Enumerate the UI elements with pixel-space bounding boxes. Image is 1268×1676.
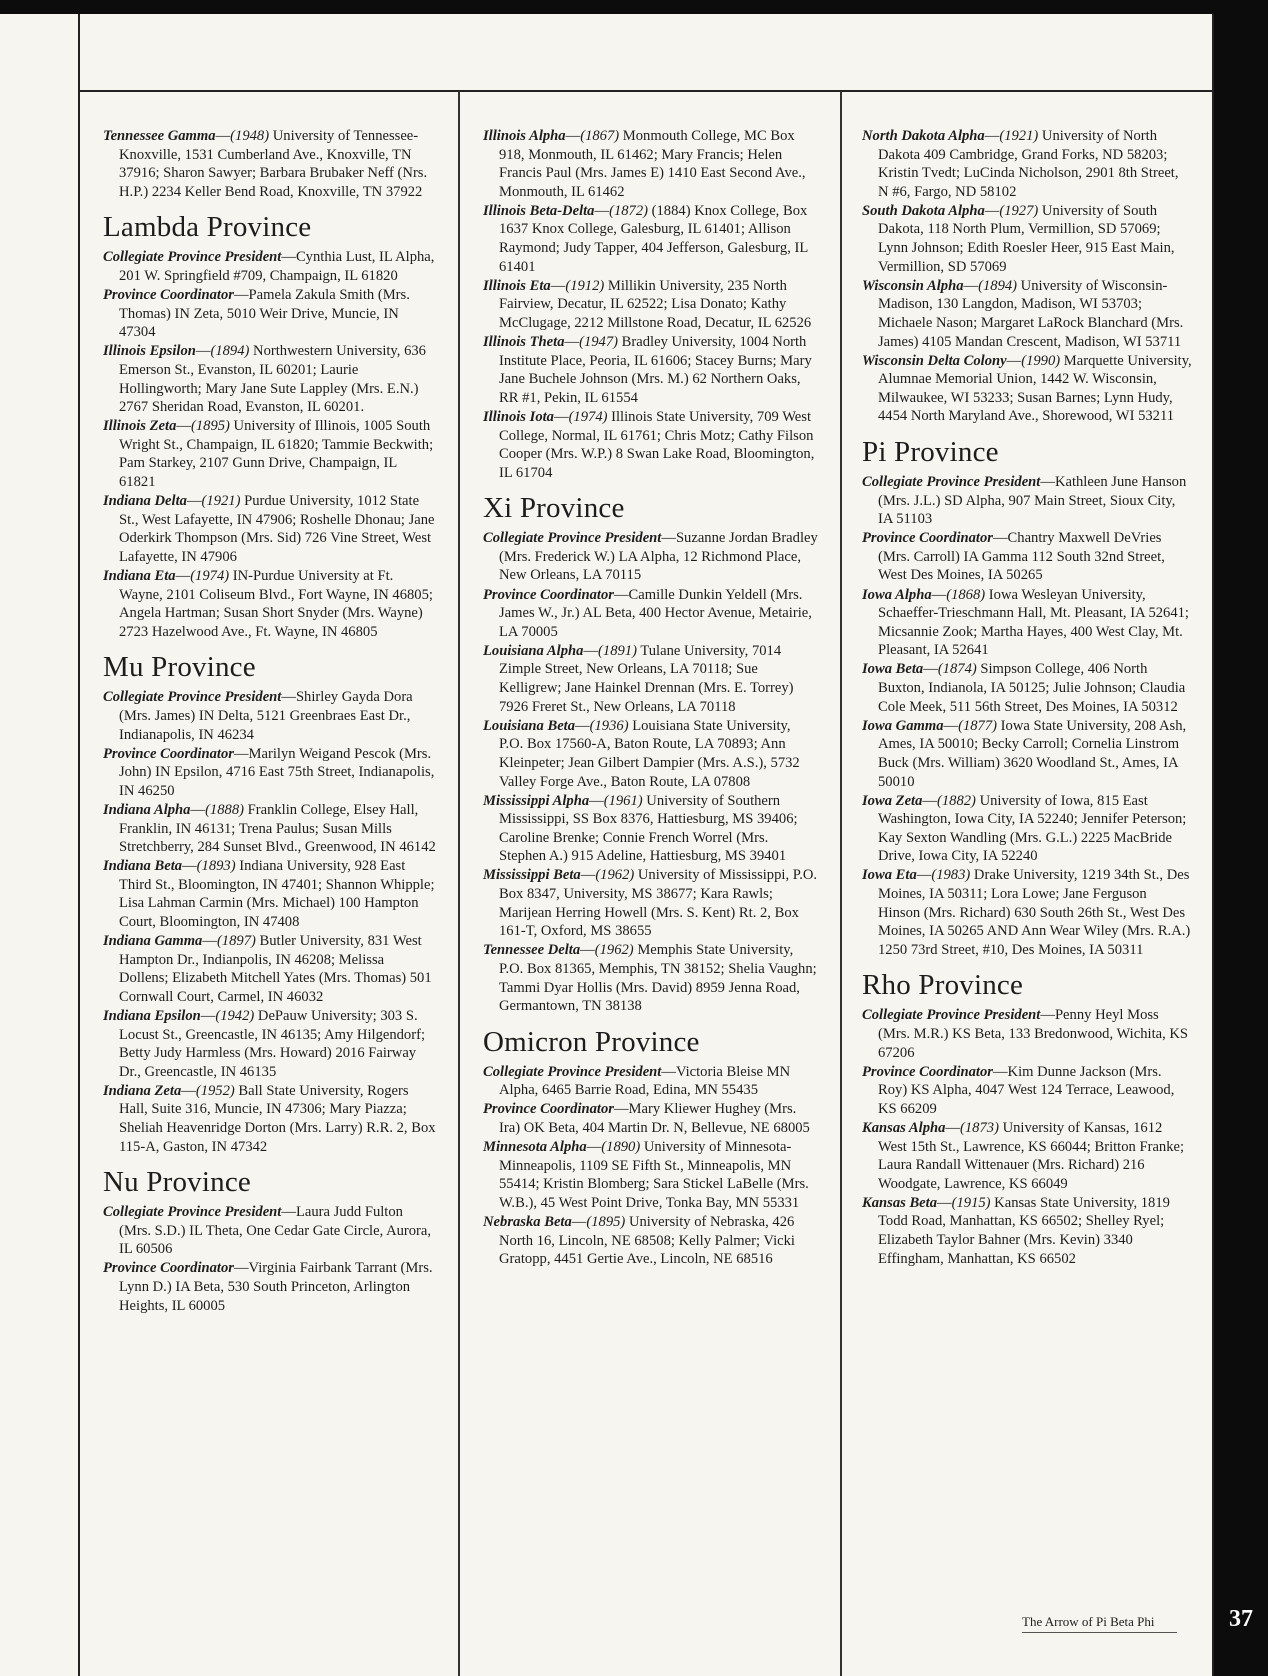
founding-year: (1921): [201, 493, 241, 510]
directory-entry: [862, 473, 1192, 529]
directory-entry: [862, 1063, 1192, 1119]
founding-year: (1894): [210, 343, 250, 360]
entry-details: Purdue University, 1012 State St., West Lafayette, IN 47906; Roshelle Dhonau; Jane Oderkirk Thompson (Mrs. Sid) 726 Vine Street, West Lafayette, IN 47906: [119, 493, 435, 565]
entry-dash: —: [943, 717, 959, 734]
entry-details: Iowa Wesleyan University, Schaeffer-Trieschmann Hall, Mt. Pleasant, IA 52641; Micsannie Zook; Martha Hayes, 400 West Clay, Mt. Pleasant, IA 52641: [878, 586, 1189, 659]
entry-dash: —: [586, 1139, 602, 1156]
entry-details: University of Nebraska, 426 North 16, Lincoln, NE 68508; Kelly Palmer; Vicki Gratopp, 4451 Gertie Ave., Lincoln, NE 68516: [499, 1213, 795, 1268]
chapter-name: Collegiate Province President: [862, 474, 1041, 490]
entry-dash: —: [589, 792, 604, 809]
chapter-name: Indiana Zeta: [103, 1082, 182, 1099]
chapter-name: Province Coordinator: [483, 1101, 614, 1118]
chapter-name: Indiana Epsilon: [103, 1007, 201, 1024]
founding-year: (1983): [931, 867, 971, 884]
chapter-name: Collegiate Province President: [103, 1204, 282, 1221]
founding-year: (1961): [603, 792, 643, 809]
founding-year: (1948): [230, 128, 270, 144]
entry-details: Camille Dunkin Yeldell (Mrs. James W., Jr.) AL Beta, 400 Hector Avenue, Metairie, LA 70005: [499, 586, 812, 640]
header-rule: [78, 90, 1214, 92]
directory-entry: [862, 277, 1192, 351]
chapter-name: Collegiate Province President: [103, 249, 282, 266]
chapter-name: Illinois Iota: [483, 408, 554, 425]
entry-details: University of Minnesota-Minneapolis, 1109 SE Fifth St., Minneapolis, MN 55414; Kristin Blomberg; Sara Stickel LaBelle (Mrs. W.B.), 45 West Point Drive, Tonka Bay, MN 55331: [499, 1139, 809, 1211]
directory-entry: [103, 801, 436, 857]
entry-dash: —: [564, 334, 580, 351]
entry-details: University of South Dakota, 118 North Plum, Vermillion, SD 57069; Lynn Johnson; Edith Roesler Heer, 915 East Main, Vermillion, SD 57069: [878, 202, 1175, 275]
chapter-name: Minnesota Alpha: [483, 1139, 587, 1156]
entry-dash: —: [281, 689, 296, 706]
page-number: 37: [1229, 1606, 1253, 1632]
column-divider-1: [458, 91, 460, 1676]
entry-dash: —: [916, 867, 932, 884]
founding-year: (1873): [960, 1120, 999, 1136]
entry-dash: —: [992, 1063, 1008, 1080]
entry-dash: —: [1006, 352, 1022, 369]
entry-details: University of Tennessee-Knoxville, 1531 Cumberland Ave., Knoxville, TN 37916; Sharon Sawyer; Barbara Brubaker Neff (Nrs. H.P.) 2234 Keller Bend Road, Knoxville, TN 37922: [119, 128, 428, 200]
entry-dash: —: [580, 942, 595, 959]
founding-year: (1915): [951, 1194, 991, 1211]
directory-entry: [862, 1119, 1192, 1193]
entry-dash: —: [215, 128, 231, 144]
column-1: [103, 127, 436, 1316]
entry-details: Pamela Zakula Smith (Mrs. Thomas) IN Zeta, 5010 Weir Drive, Muncie, IN 47304: [119, 287, 410, 341]
entry-details: Louisiana State University, P.O. Box 17560-A, Baton Route, LA 70893; Ann Kleinpeter; Jean Gilbert Dampier (Mrs. A.S.), 5732 Valley Forge Ave., Baton Route, LA 07808: [499, 717, 800, 790]
founding-year: (1868): [946, 586, 986, 603]
chapter-name: Province Coordinator: [103, 1260, 234, 1277]
chapter-name: Mississippi Alpha: [483, 792, 590, 809]
chapter-name: Nebraska Beta: [483, 1213, 572, 1230]
founding-year: (1927): [999, 202, 1039, 219]
entry-details: (1884) Knox College, Box 1637 Knox College, Galesburg, IL 61401; Allison Raymond; Judy Tapper, 404 Jefferson, Galesburg, IL 61401: [499, 202, 808, 275]
right-frame-rule: [1212, 14, 1214, 1676]
entry-dash: —: [945, 1120, 961, 1136]
directory-entry: [483, 717, 818, 791]
chapter-name: Wisconsin Alpha: [862, 277, 964, 294]
entry-details: Penny Heyl Moss (Mrs. M.R.) KS Beta, 133 Bredonwood, Wichita, KS 67206: [878, 1007, 1189, 1061]
founding-year: (1895): [190, 418, 230, 435]
chapter-name: Wisconsin Delta Colony: [862, 352, 1007, 369]
entry-details: Ball State University, Rogers Hall, Suite 316, Muncie, IN 47306; Mary Piazza; Sheliah Heavenridge Dorton (Mrs. Larry) R.R. 2, Box 115-A, Gaston, IN 47342: [119, 1082, 436, 1155]
founding-year: (1912): [565, 277, 605, 294]
chapter-name: Kansas Beta: [862, 1194, 938, 1211]
founding-year: (1962): [594, 942, 634, 959]
entry-details: Franklin College, Elsey Hall, Franklin, IN 46131; Trena Paulus; Susan Mills Stretchberry, 284 Sunset Blvd., Greenwood, IN 46142: [119, 801, 436, 856]
chapter-name: Indiana Gamma: [103, 933, 203, 950]
chapter-name: Tennessee Delta: [483, 942, 581, 959]
province-heading: Omicron Province: [483, 1025, 700, 1058]
directory-entry: [483, 586, 818, 642]
directory-entry: [483, 642, 818, 716]
directory-entry: [103, 248, 436, 285]
footer-rule: [1022, 1632, 1177, 1633]
entry-dash: —: [575, 717, 590, 734]
entry-dash: —: [923, 661, 938, 678]
directory-entry: [862, 127, 1192, 201]
entry-details: Kathleen June Hanson (Mrs. J.L.) SD Alpha, 907 Main Street, Sioux City, IA 51103: [878, 474, 1187, 528]
chapter-name: Indiana Eta: [103, 567, 176, 584]
directory-entry: [103, 1259, 436, 1315]
entry-details: Memphis State University, P.O. Box 81365, Memphis, TN 38152; Shelia Vaughn; Tammi Dyar Hollis (Mrs. David) 8959 Jenna Road, Germantown, TN 38138: [499, 942, 817, 1015]
chapter-name: Louisiana Alpha: [483, 642, 584, 659]
chapter-name: Illinois Epsilon: [103, 343, 196, 360]
province-heading: Rho Province: [862, 969, 1024, 1002]
directory-entry: [862, 1006, 1192, 1062]
founding-year: (1990): [1021, 352, 1061, 369]
column-divider-2: [840, 91, 842, 1676]
entry-details: Indiana University, 928 East Third St., Bloomington, IN 47401; Shannon Whipple; Lisa Lahman Carmin (Mrs. Michael) 100 Hampton Court, Bloomington, IN 47408: [119, 858, 435, 930]
province-heading: Nu Province: [103, 1166, 251, 1199]
right-edge-band: [1214, 0, 1268, 1676]
entry-dash: —: [571, 1213, 587, 1230]
founding-year: (1897): [216, 933, 256, 950]
directory-entry: [862, 529, 1192, 585]
chapter-name: Collegiate Province President: [483, 1063, 662, 1080]
chapter-name: Illinois Eta: [483, 277, 551, 294]
directory-entry: [862, 1194, 1192, 1268]
chapter-name: Mississippi Beta: [483, 867, 581, 884]
entry-details: Laura Judd Fulton (Mrs. S.D.) IL Theta, One Cedar Gate Circle, Aurora, IL 60506: [119, 1204, 432, 1258]
directory-entry: [483, 1138, 818, 1212]
entry-details: Kim Dunne Jackson (Mrs. Roy) KS Alpha, 4047 West 124 Terrace, Leawood, KS 66209: [878, 1063, 1175, 1117]
directory-entry: [862, 586, 1192, 660]
chapter-name: Illinois Zeta: [103, 418, 177, 435]
entry-dash: —: [963, 277, 979, 294]
entry-dash: —: [661, 1063, 676, 1080]
directory-entry: [103, 857, 436, 931]
directory-entry: [862, 660, 1192, 716]
entry-dash: —: [937, 1194, 952, 1211]
directory-entry: [483, 941, 818, 1015]
founding-year: (1890): [601, 1139, 641, 1156]
chapter-name: Province Coordinator: [862, 530, 993, 547]
directory-entry: [483, 202, 818, 276]
entry-details: Mary Kliewer Hughey (Mrs. Ira) OK Beta, 404 Martin Dr. N, Bellevue, NE 68005: [499, 1101, 810, 1136]
directory-entry: [103, 1203, 436, 1259]
entry-details: University of Illinois, 1005 South Wright St., Champaign, IL 61820; Tammie Beckwith; Pam Starkey, 2107 Gunn Drive, Champaign, IL 61821: [119, 418, 434, 490]
entry-dash: —: [200, 1007, 216, 1024]
directory-entry: [103, 745, 436, 801]
founding-year: (1895): [586, 1213, 626, 1230]
chapter-name: Province Coordinator: [103, 745, 234, 762]
directory-entry: [862, 866, 1192, 959]
chapter-name: Illinois Theta: [483, 334, 565, 351]
entry-details: Shirley Gayda Dora (Mrs. James) IN Delta, 5121 Greenbraes East Dr., Indianapolis, IN 46234: [119, 689, 413, 743]
entry-details: Tulane University, 7014 Zimple Street, New Orleans, LA 70118; Sue Kelligrew; Jane Hainkel Drennan (Mrs. E. Torrey) 7926 Freret St., New Orleans, LA 70118: [499, 642, 794, 715]
entry-details: Marilyn Weigand Pescok (Mrs. John) IN Epsilon, 4716 East 75th Street, Indianapolis, IN 46250: [119, 745, 435, 799]
entry-dash: —: [281, 1204, 296, 1221]
founding-year: (1962): [595, 867, 635, 884]
chapter-name: Province Coordinator: [862, 1063, 993, 1080]
directory-entry: [483, 1213, 818, 1269]
entry-details: Monmouth College, MC Box 918, Monmouth, IL 61462; Mary Francis; Helen Francis Paul (Mrs. James E) 1410 East Second Ave., Monmouth, IL 61462: [499, 128, 806, 200]
chapter-name: Province Coordinator: [103, 287, 234, 304]
entry-dash: —: [186, 493, 202, 510]
entry-details: Simpson College, 406 North Buxton, Indianola, IA 50125; Julie Johnson; Claudia Cole Meek, 511 56th Street, Des Moines, IA 50312: [878, 661, 1186, 715]
directory-entry: [103, 342, 436, 416]
directory-entry: [103, 417, 436, 491]
directory-entry: [103, 688, 436, 744]
entry-dash: —: [202, 933, 217, 950]
province-heading: Xi Province: [483, 492, 625, 525]
footer-publication-title: The Arrow of Pi Beta Phi: [1022, 1614, 1155, 1629]
entry-dash: —: [182, 858, 197, 875]
left-frame-rule: [78, 14, 80, 1676]
entry-dash: —: [661, 530, 676, 547]
chapter-name: North Dakota Alpha: [862, 128, 985, 144]
directory-entry: [862, 792, 1192, 866]
directory-entry: [862, 202, 1192, 276]
founding-year: (1936): [589, 717, 629, 734]
founding-year: (1974): [568, 408, 608, 425]
directory-entry: [103, 286, 436, 342]
directory-entry: [103, 492, 436, 566]
directory-entry: [103, 932, 436, 1006]
entry-details: Kansas State University, 1819 Todd Road, Manhattan, KS 66502; Shelley Ryel; Elizabeth Taylor Bahner (Mrs. Kevin) 3340 Effingham, Manhattan, KS 66502: [878, 1194, 1170, 1267]
entry-dash: —: [195, 343, 211, 360]
entry-dash: —: [553, 408, 569, 425]
directory-entry: [103, 1082, 436, 1156]
entry-details: Northwestern University, 636 Emerson St., Evanston, IL 60201; Laurie Hollingworth; Mary Jane Sute Lappley (Mrs. E.N.) 2767 Sheridan Road, Evanston, IL 60201.: [119, 343, 426, 416]
entry-details: University of Mississippi, P.O. Box 8347, University, MS 38677; Kara Rawls; Marijean Herring Howell (Mrs. S. Kent) Rt. 2, Box 161-T, Oxford, MS 38655: [499, 867, 818, 940]
entry-dash: —: [233, 1260, 249, 1277]
entry-dash: —: [594, 202, 610, 219]
directory-entry: [483, 866, 818, 940]
founding-year: (1894): [978, 277, 1018, 294]
entry-dash: —: [190, 801, 206, 818]
column-2: [483, 127, 818, 1269]
entry-dash: —: [181, 1082, 196, 1099]
entry-dash: —: [550, 277, 566, 294]
entry-dash: —: [176, 418, 191, 435]
entry-dash: —: [984, 202, 1000, 219]
entry-dash: —: [233, 287, 249, 304]
column-3: [862, 127, 1192, 1269]
founding-year: (1893): [196, 858, 236, 875]
directory-entry: [862, 352, 1192, 426]
founding-year: (1952): [195, 1082, 235, 1099]
chapter-name: Iowa Beta: [862, 661, 924, 678]
entry-details: Illinois State University, 709 West College, Normal, IL 61761; Chris Motz; Cathy Filson Cooper (Mrs. W.P.) 8 Swan Lake Road, Bloomington, IL 61704: [499, 408, 815, 481]
founding-year: (1891): [598, 642, 637, 659]
directory-entry: [483, 277, 818, 333]
entry-details: Victoria Bleise MN Alpha, 6465 Barrie Road, Edina, MN 55435: [499, 1063, 791, 1099]
founding-year: (1872): [609, 202, 648, 219]
entry-details: Bradley University, 1004 North Institute Place, Peoria, IL 61606; Stacey Burns; Mary Jane Buchele Johnson (Mrs. M.) 62 Northern Oaks, RR #1, Pekin, IL 61554: [499, 334, 812, 406]
entry-dash: —: [931, 586, 947, 603]
directory-entry: [483, 333, 818, 407]
entry-dash: —: [583, 642, 599, 659]
top-border: [0, 0, 1268, 14]
chapter-name: Iowa Alpha: [862, 586, 932, 603]
entry-details: Marquette University, Alumnae Memorial Union, 1442 W. Wisconsin, Milwaukee, WI 53233; Susan Barnes; Lynn Hudy, 4454 North Maryland Ave., Shorewood, WI 53211: [878, 352, 1192, 425]
founding-year: (1942): [215, 1007, 255, 1024]
founding-year: (1888): [205, 801, 244, 818]
chapter-name: Province Coordinator: [483, 586, 614, 603]
chapter-name: Indiana Alpha: [103, 801, 191, 818]
directory-entry: [103, 567, 436, 641]
directory-entry: [483, 529, 818, 585]
chapter-name: Iowa Eta: [862, 867, 917, 884]
chapter-name: Illinois Beta-Delta: [483, 202, 595, 219]
entry-dash: —: [613, 586, 629, 603]
entry-details: University of North Dakota 409 Cambridge, Grand Forks, ND 58203; Kristin Tvedt; LuCinda Nicholson, 2901 8th Street, N #6, Fargo, ND 58102: [878, 128, 1179, 200]
entry-details: University of Southern Mississippi, SS Box 8376, Hattiesburg, MS 39406; Caroline Brenke; Connie French Worrel (Mrs. Stephen A.) 915 Adeline, Hattiesburg, MS 39401: [499, 792, 798, 865]
chapter-name: Indiana Delta: [103, 493, 187, 510]
directory-entry: [483, 792, 818, 866]
entry-details: Drake University, 1219 34th St., Des Moines, IA 50311; Lora Lowe; Jane Ferguson Hinson (Mrs. Richard) 630 South 26th St., West Des Moines, IA 50265 AND Ann Wear Wiley (Mrs. R.A.) 1250 73rd Street, #10, Des Moines, IA 50311: [878, 867, 1191, 958]
entry-dash: —: [613, 1101, 629, 1118]
entry-details: DePauw University; 303 S. Locust St., Greencastle, IN 46135; Amy Hilgendorf; Betty Judy Harmless (Mrs. Howard) 2016 Fairway Dr., Greencastle, IN 46135: [119, 1007, 426, 1080]
chapter-name: Collegiate Province President: [103, 689, 282, 706]
chapter-name: Iowa Gamma: [862, 717, 944, 734]
directory-entry: [483, 1063, 818, 1100]
entry-details: Suzanne Jordan Bradley (Mrs. Frederick W.) LA Alpha, 12 Richmond Place, New Orleans, LA 70115: [499, 530, 818, 584]
entry-details: University of Wisconsin-Madison, 130 Langdon, Madison, WI 53703; Michaele Nason; Margaret LaRock Blanchard (Mrs. James) 4105 Mandan Crescent, Madison, WI 53711: [878, 277, 1184, 350]
founding-year: (1882): [937, 792, 976, 809]
entry-dash: —: [1040, 1007, 1055, 1024]
entry-dash: —: [281, 249, 296, 266]
province-heading: Mu Province: [103, 651, 256, 684]
chapter-name: Kansas Alpha: [862, 1120, 946, 1136]
founding-year: (1877): [958, 717, 998, 734]
entry-dash: —: [565, 128, 581, 144]
entry-dash: —: [984, 128, 1000, 144]
entry-details: Chantry Maxwell DeVries (Mrs. Carroll) IA Gamma 112 South 32nd Street, West Des Moines, IA 50265: [878, 530, 1165, 584]
entry-details: Iowa State University, 208 Ash, Ames, IA 50010; Becky Carroll; Cornelia Linstrom Buck (Mrs. William) 3620 Woodland St., Ames, IA 50010: [878, 717, 1187, 790]
entry-details: University of Iowa, 815 East Washington, Iowa City, IA 52240; Jennifer Peterson; Kay Sexton Wandling (Mrs. G.L.) 2225 MacBride Drive, Iowa City, IA 52240: [878, 792, 1187, 865]
entry-dash: —: [175, 567, 191, 584]
chapter-name: Illinois Alpha: [483, 128, 566, 144]
entry-dash: —: [992, 530, 1008, 547]
directory-entry: [483, 408, 818, 482]
entry-details: University of Kansas, 1612 West 15th St., Lawrence, KS 66044; Britton Franke; Laura Randall Wittenauer (Mrs. Richard) 216 Woodgate, Lawrence, KS 66049: [878, 1120, 1185, 1192]
entry-details: Butler University, 831 West Hampton Dr., Indianpolis, IN 46208; Melissa Dollens; Elizabeth Mitchell Yates (Mrs. Thomas) 501 Cornwall Court, Carmel, IN 46032: [119, 933, 432, 1005]
entry-details: Cynthia Lust, IL Alpha, 201 W. Springfield #709, Champaign, IL 61820: [119, 249, 435, 284]
directory-entry: [483, 1100, 818, 1137]
chapter-name: Tennessee Gamma: [103, 128, 216, 144]
province-heading: Lambda Province: [103, 211, 312, 244]
chapter-name: Indiana Beta: [103, 858, 183, 875]
entry-dash: —: [1040, 474, 1055, 490]
directory-entry: [103, 127, 436, 201]
chapter-name: South Dakota Alpha: [862, 202, 985, 219]
founding-year: (1947): [579, 334, 619, 351]
founding-year: (1867): [580, 128, 620, 144]
chapter-name: Collegiate Province President: [862, 1007, 1041, 1024]
chapter-name: Louisiana Beta: [483, 717, 576, 734]
entry-details: IN-Purdue University at Ft. Wayne, 2101 Coliseum Blvd., Fort Wayne, IN 46805; Angela Hartman; Susan Short Snyder (Mrs. Wayne) 2723 Hazelwood Ave., Ft. Wayne, IN 46805: [119, 567, 433, 640]
entry-details: Millikin University, 235 North Fairview, Decatur, IL 62522; Lisa Donato; Kathy McClugage, 2212 Millstone Road, Decatur, IL 62526: [499, 277, 812, 331]
chapter-name: Collegiate Province President: [483, 530, 662, 547]
entry-dash: —: [233, 745, 249, 762]
entry-dash: —: [580, 867, 596, 884]
directory-entry: [862, 717, 1192, 791]
directory-entry: [103, 1007, 436, 1081]
entry-details: Virginia Fairbank Tarrant (Mrs. Lynn D.) IA Beta, 530 South Princeton, Arlington Heights, IL 60005: [119, 1260, 433, 1314]
province-heading: Pi Province: [862, 436, 999, 468]
chapter-name: Iowa Zeta: [862, 792, 923, 809]
founding-year: (1921): [999, 128, 1039, 144]
entry-dash: —: [922, 792, 937, 809]
directory-entry: [483, 127, 818, 201]
founding-year: (1974): [190, 567, 230, 584]
founding-year: (1874): [937, 661, 977, 678]
